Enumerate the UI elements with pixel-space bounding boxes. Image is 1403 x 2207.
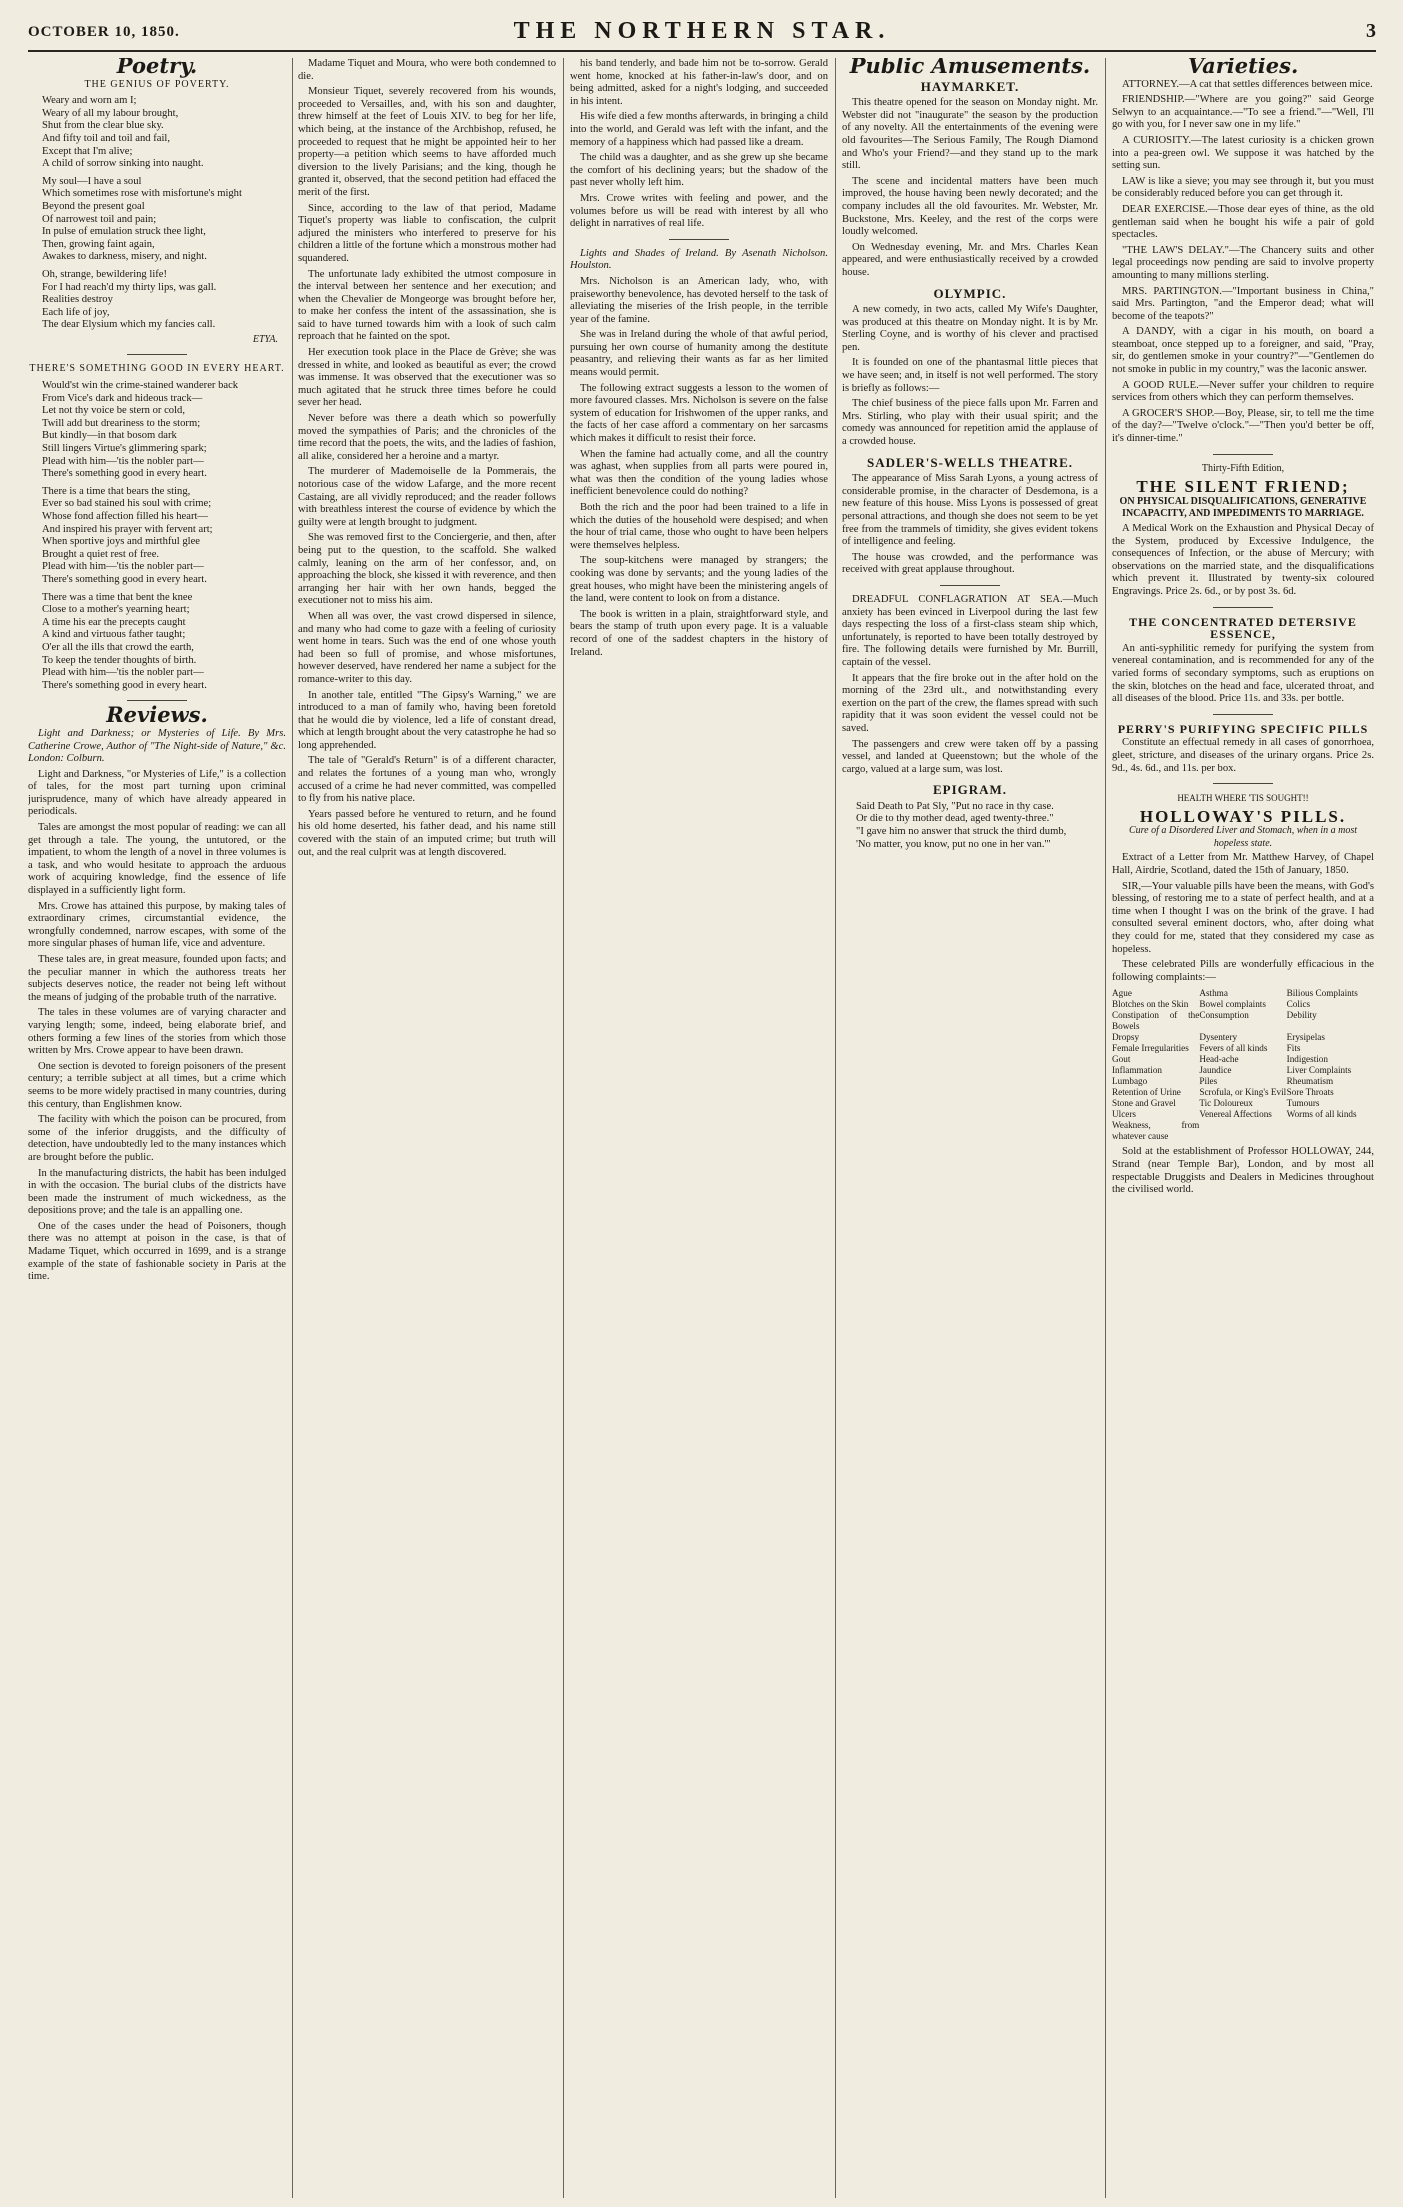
disease-item: Stone and Gravel (1112, 1098, 1176, 1109)
masthead (28, 10, 1376, 50)
verse-line: Plead with him—'tis the nobler part— (42, 667, 204, 679)
disease-item: Constipation of the Bowels (1112, 1010, 1200, 1032)
paragraph: The tales in these volumes are of varying character and varying length; some, indeed, being elaborate brief, and others forming a few lines of the stories from which those written by Mrs. Crowe appear to have been drawn. (28, 1007, 286, 1057)
ad-headline: HOLLOWAY'S PILLS. (1139, 806, 1347, 826)
disease-item: Tumours (1286, 1098, 1320, 1109)
paragraph: Both the rich and the poor had been trained to a life in which the duties of the household were despised; and when the hour of trial came, those who ought to have been helpers were themselves helpless. (570, 502, 828, 551)
paragraph: She was removed first to the Conciergerie, and then, after being put to the question, to the scaffold. She walked calmly, leaning on the arm of her confessor, and, on approaching the block, she kissed it with reverence, and then arranging her hair with her own hands, begged the executioner not to miss his aim. (298, 532, 556, 607)
verse-line: Of narrowest toil and pain; (42, 213, 157, 225)
paragraph: The chief business of the piece falls upon Mr. Farren and Mrs. Stirling, who play with their usual spirit; and the comedy was announced for repetition amid the applause of a crowded house. (842, 398, 1098, 448)
paragraph: The soup-kitchens were managed by strangers; the cooking was done by servants; and the young ladies of the great houses, who might have been the ministering angels of the land, were content to look on from a distance. (570, 555, 828, 605)
verse-line: Each life of joy, (42, 306, 110, 318)
disease-item: Worms of all kinds (1286, 1109, 1357, 1120)
paragraph: Mrs. Crowe has attained this purpose, by making tales of extraordinary crimes, circumstantial evidence, the wrongfully condemned, narrow escapes, with some of the more singular phases of human life, vice and adventure. (28, 900, 286, 950)
verse-line: Brought a quiet rest of free. (42, 548, 160, 560)
verse-line: Close to a mother's yearning heart; (42, 604, 190, 616)
disease-item: Gout (1112, 1054, 1131, 1065)
disease-item: Asthma (1199, 988, 1228, 999)
section-heading-varieties: Varieties. (1187, 58, 1299, 78)
verse-line: Oh, strange, bewildering life! (42, 268, 168, 280)
variety-item: A GROCER'S SHOP.—Boy, Please, sir, to tell me the time of the day?—"Twelve o'clock."—"Then you'd better be off, it's dinner-time." (1112, 407, 1374, 445)
disease-item: Liver Complaints (1286, 1065, 1352, 1076)
variety-item: A DANDY, with a cigar in his mouth, on board a steamboat, once stepped up to a foreigner, and said, "Pray, sir, do gentlemen smoke in your country?"—"Gentlemen do not smoke in public in my country," was the laconic answer. (1112, 326, 1374, 376)
paragraph: The murderer of Mademoiselle de la Pommerais, the notorious case of the widow Lafarge, and the more recent Castaing, are all vividly reproduced; and the reader follows with breathless interest the course of evidence by which the guilty were at length brought to judgment. (298, 466, 556, 528)
variety-item: A GOOD RULE.—Never suffer your children to require services from others which they can perform themselves. (1112, 379, 1374, 404)
verse-line: O'er all the ills that crowd the earth, (42, 641, 194, 653)
paragraph: In the manufacturing districts, the habit has been indulged in with the occasion. The burial clubs of the districts have been made the instrument of much wickedness, as the depositions prove; and the tale is an appalling one. (28, 1167, 286, 1217)
verse-line: When sportive joys and mirthful glee (42, 536, 200, 548)
disease-item: Inflammation (1112, 1065, 1163, 1076)
theatre-heading: OLYMPIC. (933, 285, 1007, 301)
paragraph: Madame Tiquet and Moura, who were both condemned to die. (298, 58, 556, 82)
disease-item: Dysentery (1199, 1032, 1238, 1043)
paragraph: The appearance of Miss Sarah Lyons, a young actress of considerable promise, in the character of Desdemona, is a new feature of this house. Miss Lyons is possessed of great personal attractions, and though she does not seem to be yet free from the trammels of timidity, she gives evident tokens of intelligence and feeling. (842, 473, 1098, 548)
paragraph: The passengers and crew were taken off by a passing vessel, and landed at Queenstown; but the whole of the cargo, valued at a large sum, was lost. (842, 738, 1098, 775)
paragraph: She was in Ireland during the whole of that awful period, pursuing her own course of humanity among the destitute peasantry, and relieving their wants as far as her limited means would permit. (570, 329, 828, 379)
verse-line: And inspired his prayer with fervent art; (42, 523, 213, 535)
disease-item: Jaundice (1199, 1065, 1232, 1076)
paragraph: Years passed before he ventured to return, and he found his old home deserted, his father dead, and his name still covered with the stain of an imputed crime; but truth will out, and the real culprit was at length discovered. (298, 808, 556, 858)
verse-line: And fifty toil and toil and fail, (42, 132, 170, 144)
paragraph: The following extract suggests a lesson to the women of more favoured classes. Mrs. Nicholson is severe on the false system of education for Irishwomen of the upper ranks, and the facts of her case afford a commentary on her sarcasms which makes it difficult to resist their force. (570, 382, 828, 445)
paragraph: Her execution took place in the Place de Grève; she was dressed in white, and looked as beautiful as ever; the crowd was immense. It was observed that the executioner was so much agitated that he struck three times before he could sever her head. (298, 347, 556, 409)
ad-body: Extract of a Letter from Mr. Matthew Harvey, of Chapel Hall, Airdrie, Scotland, dated the 15th of January, 1850. (1112, 852, 1374, 877)
column-1 (28, 58, 286, 2198)
variety-item: LAW is like a sieve; you may see through it, but you must be considerably reduced before you can get through it. (1112, 175, 1374, 200)
verse-line: Plead with him—'tis the nobler part— (42, 455, 204, 467)
verse-line: Weary of all my labour brought, (42, 107, 179, 119)
verse-line: A child of sorrow sinking into naught. (42, 158, 204, 170)
verse-line: Would'st win the crime-stained wanderer back (42, 380, 239, 392)
divider (127, 700, 187, 701)
page-number: 3 (1366, 20, 1376, 42)
paragraph: Since, according to the law of that period, Madame Tiquet's property was liable to confiscation, the culprit adjured the ministers who interfered to preserve for his children a little of the fortune which a monstrous mother had squandered. (298, 202, 556, 264)
paragraph: Tales are amongst the most popular of reading: we can all get through a tale. The young, the untutored, or the impatient, to whom the length of a novel in three volumes is a task, and who would hesitate to approach the arduous work of acquiring knowledge, find the essence of life displayed in a sufficiently light form. (28, 822, 286, 897)
divider (669, 239, 729, 240)
paragraph: The child was a daughter, and as she grew up she became the comfort of his declining years; but the shadow of the past never wholly left him. (570, 152, 828, 189)
ad-subheading: ON PHYSICAL DISQUALIFICATIONS, GENERATIVE INCAPACITY, AND IMPEDIMENTS TO MARRIAGE. (1119, 495, 1367, 520)
ad-kicker: HEALTH WHERE 'TIS SOUGHT!! (1177, 793, 1309, 804)
variety-item: MRS. PARTINGTON.—"Important business in China," said Mrs. Partington, "and the Emperor dead; what will become of the teapots?" (1112, 285, 1374, 322)
ad-headline: THE CONCENTRATED DETERSIVE ESSENCE, (1129, 614, 1357, 642)
paragraph: his band tenderly, and bade him not be to-sorrow. Gerald went home, knocked at his father-in-law's door, and on being admitted, asked for a night's lodging, and succeeded in his intent. (570, 58, 828, 107)
paragraph: One section is devoted to foreign poisoners of the present century; a terrible subject at all times, but a crime which seems to be more widely practised in many countries, during this century, than Englishmen know. (28, 1060, 286, 1110)
section-heading-poetry: Poetry. (116, 58, 198, 78)
variety-item: A CURIOSITY.—The latest curiosity is a chicken grown into a pea-green owl. We suppose it was hatched by the setting sun. (1112, 134, 1374, 172)
theatre-heading: SADLER'S-WELLS THEATRE. (866, 454, 1074, 470)
epigram (842, 801, 1098, 851)
disease-item: Sore Throats (1286, 1087, 1334, 1098)
epigram-heading: EPIGRAM. (932, 782, 1008, 798)
paragraph: DREADFUL CONFLAGRATION AT SEA.—Much anxiety has been evinced in Liverpool during the last few days respecting the loss of a first-class steam ship which, unfortunately, is reported to have been totally destroyed by fire. The following details were furnished by Mr. Burrill, captain of the vessel. (842, 593, 1098, 668)
divider (940, 585, 1000, 586)
disease-item: Bowel complaints (1199, 999, 1266, 1010)
paragraph: The facility with which the poison can be procured, from some of the inferior druggists, and the difficulty of detection, have undoubtedly led to the many instances which are brought before the public. (28, 1114, 286, 1163)
ad-body: These celebrated Pills are wonderfully efficacious in the following complaints:— (1112, 959, 1374, 983)
section-heading-reviews: Reviews. (106, 702, 208, 728)
column-rule (835, 58, 836, 2198)
verse-line: To keep the tender thoughts of birth. (42, 654, 197, 666)
paragraph: Monsieur Tiquet, severely recovered from his wounds, proceeded to Versailles, and, with his son and daughter, threw himself at the feet of Louis XIV. to beg for her life, which being, at the instance of the Archbishop, refused, he proceeded to request that he might be appointed heir to her property—a petition which seems to have afforded much diversion to the lively Parisians; and the king, though he granted it, observed, that the second petition had effaced the merit of the first. (298, 86, 556, 198)
disease-item: Dropsy (1112, 1032, 1140, 1043)
verse-line: A time his ear the precepts caught (42, 616, 186, 628)
verse-line: There's something good in every heart. (42, 468, 207, 480)
review-heading: Light and Darkness; or Mysteries of Life. By Mrs. Catherine Crowe, Author of "The Night-side of Nature," &c. London: Colburn. (28, 727, 286, 765)
ad-headline: THE SILENT FRIEND; (1136, 477, 1350, 497)
disease-item: Scrofula, or King's Evil (1199, 1087, 1287, 1098)
masthead-rule (28, 50, 1376, 52)
disease-list (1112, 988, 1374, 1142)
ad-subheading: Cure of a Disordered Liver and Stomach, when in a most hopeless state. (1128, 825, 1358, 849)
poem-stanza (28, 95, 286, 171)
variety-item: "THE LAW'S DELAY."—The Chancery suits and other legal proceedings now pending are said to involve property amounting to many millions sterling. (1112, 244, 1374, 281)
verse-line: But kindly—in that bosom dark (42, 430, 177, 442)
poem-stanza (28, 380, 286, 481)
paragraph: His wife died a few months afterwards, in bringing a child into the world, and Gerald was left with the infant, and the memory of a happiness which had passed like a dream. (570, 111, 828, 148)
ad-footer: Sold at the establishment of Professor HOLLOWAY, 244, Strand (near Temple Bar), London, and by most all respectable Druggists and Dealers in Medicines throughout the civilised world. (1112, 1146, 1374, 1196)
disease-item: Blotches on the Skin (1112, 999, 1189, 1010)
verse-line: A kind and virtuous father taught; (42, 629, 186, 641)
ad-body: A Medical Work on the Exhaustion and Physical Decay of the System, produced by Excessive Indulgence, the consequences of Infection, or the abuse of Mercury; with observations on the married state, and the disqualifications which prevent it. Illustrated by twenty-six coloured Engravings. Price 2s. 6d., or by post 3s. 6d. (1112, 523, 1374, 597)
variety-item: ATTORNEY.—A cat that settles differences between mice. (1122, 78, 1373, 90)
disease-item: Lumbago (1112, 1076, 1148, 1087)
verse-line: Twill add but dreariness to the storm; (42, 417, 201, 429)
column-5 (1112, 58, 1374, 2198)
variety-item: DEAR EXERCISE.—Those dear eyes of thine, as the old gentleman said when he bought his wife a pair of gold spectacles. (1112, 203, 1374, 241)
paragraph: The book is written in a plain, straightforward style, and bears the stamp of truth upon every page. It is a valuable record of one of the saddest chapters in the history of Ireland. (570, 608, 828, 658)
verse-line: Let not thy voice be stern or cold, (42, 405, 185, 417)
disease-item: Fevers of all kinds (1199, 1043, 1268, 1054)
newspaper-title: THE NORTHERN STAR. (513, 18, 891, 44)
verse-line: Ever so bad stained his soul with crime; (42, 498, 212, 510)
ad-body: SIR,—Your valuable pills have been the means, with God's blessing, of restoring me to a state of perfect health, and at a time when I thought I was on the brink of the grave. I had consulted several eminent doctors, who, after doing what they could for me, stated that they considered my case as hopeless. (1112, 880, 1374, 955)
ad-body: Constitute an effectual remedy in all cases of gonorrhoea, gleet, stricture, and diseases of the urinary organs. Price 2s. 9d., 4s. 6d., and 11s. per box. (1112, 737, 1374, 774)
disease-item: Rheumatism (1286, 1076, 1334, 1087)
column-2 (298, 58, 556, 2198)
paragraph: It is founded on one of the phantasmal little pieces that we have seen; and, in itself is not well performed. The story is briefly as follows:— (842, 357, 1098, 394)
column-rule (563, 58, 564, 2198)
disease-item: Debility (1286, 1010, 1317, 1021)
verse-line: There was a time that bent the knee (42, 591, 193, 603)
disease-item: Piles (1199, 1076, 1218, 1087)
paragraph: One of the cases under the head of Poisoners, though there was no attempt at poison in the case, is that of Madame Tiquet, which occurred in 1699, and is a strange example of the state of fashionable society in Paris at the time. (28, 1220, 286, 1283)
paragraph: This theatre opened for the season on Monday night. Mr. Webster did not "inaugurate" the season by the production of any novelty. All the entertainments of the evening were old favourites—The Serious Family, The Rough Diamond and Who's your Friend?—and they stand up to the mark still. (842, 97, 1098, 172)
verse-line: The dear Elysium which my fancies call. (42, 319, 216, 331)
disease-item: Erysipelas (1286, 1032, 1325, 1043)
column-rule (1105, 58, 1106, 2198)
paragraph: The house was crowded, and the performance was received with great applause throughout. (842, 551, 1098, 576)
verse-line: Still lingers Virtue's glimmering spark; (42, 443, 207, 455)
section-heading-public-amusements: Public Amusements. (849, 58, 1091, 78)
disease-item: Colics (1286, 999, 1311, 1010)
disease-item: Indigestion (1286, 1054, 1328, 1065)
divider (1213, 714, 1273, 715)
verse-line: Weary and worn am I; (42, 95, 137, 107)
disease-item: Ague (1112, 988, 1132, 999)
disease-item: Retention of Urine (1112, 1087, 1181, 1098)
variety-item: FRIENDSHIP.—"Where are you going?" said George Selwyn to an acquaintance.—"To see a friend."—"Well, I'll go with you, for I never saw one in my life." (1112, 94, 1374, 131)
verse-line: Awakes to darkness, misery, and night. (42, 251, 207, 263)
ad-edition: Thirty-Fifth Edition, (1201, 462, 1285, 474)
paragraph: In another tale, entitled "The Gipsy's Warning," we are introduced to a man of family who, having been foretold that he would die by violence, led a life of constant dread, which at length brought about the very catastrophe he had so long apprehended. (298, 689, 556, 751)
paragraph: The tale of "Gerald's Return" is of a different character, and relates the fortunes of a young man who, wrongly accused of a crime he had never committed, was compelled to fly from his native place. (298, 755, 556, 805)
verse-line: There's something good in every heart. (42, 573, 207, 585)
verse-line: "I gave him no answer that struck the third dumb, (856, 826, 1067, 838)
paragraph: When all was over, the vast crowd dispersed in silence, and many who had come to gaze with a feeling of curiosity went home in tears. Such was the end of one whose youth had been so full of promise, and whose misfortunes, however deserved, have rendered her name a subject for the romance-writer to this day. (298, 610, 556, 685)
verse-line: Plead with him—'tis the nobler part— (42, 561, 204, 573)
paragraph: The unfortunate lady exhibited the utmost composure in the interval between her sentence and her execution; and when the Chevalier de Mongeorge was brought before her, to make her confess the intent of the assassination, she is said to have turned towards him with a look of such calm reproach that he fainted on the spot. (298, 268, 556, 343)
disease-item: Female Irregularities (1112, 1043, 1189, 1054)
disease-item: Tic Doloureux (1199, 1098, 1253, 1109)
verse-line: Except that I'm alive; (42, 145, 133, 157)
verse-line: Then, growing faint again, (42, 238, 155, 250)
verse-line: Which sometimes rose with misfortune's might (42, 188, 242, 200)
paragraph: When the famine had actually come, and all the country was aghast, when supplies from all parts were poured in, what was then the condition of the young ladies whose inefficient benevolence could do nothing? (570, 448, 828, 498)
verse-line: Shut from the clear blue sky. (42, 120, 164, 132)
paragraph: On Wednesday evening, Mr. and Mrs. Charles Kean appeared, and were enthusiastically received by a crowded house. (842, 241, 1098, 278)
disease-item: Fits (1286, 1043, 1301, 1054)
verse-line: Realities destroy (42, 294, 113, 306)
verse-line: Whose fond affection filled his heart— (42, 511, 209, 522)
verse-line: From Vice's dark and hideous track— (42, 392, 203, 404)
divider (127, 354, 187, 355)
disease-item: Bilious Complaints (1286, 988, 1358, 999)
theatre-heading: HAYMARKET. (920, 78, 1020, 94)
poem-stanza (28, 176, 286, 264)
paragraph: Never before was there a death which so powerfully moved the sympathies of Paris; and the chronicles of the time record that the poets, the wits, and the ladies of fashion, all alike, considered her a heroine and a martyr. (298, 413, 556, 462)
divider (1213, 783, 1273, 784)
poem-attribution: ETYA. (252, 333, 278, 345)
poem-title: THE GENIUS OF POVERTY. (84, 78, 230, 90)
verse-line: In pulse of emulation struck thee light, (42, 226, 206, 238)
review-heading: Lights and Shades of Ireland. By Asenath Nicholson. Houlston. (570, 247, 828, 272)
verse-line: 'No matter, you know, put no one in her van.'" (856, 838, 1051, 850)
verse-line: There's something good in every heart. (42, 679, 207, 691)
column-4 (842, 58, 1098, 2198)
paragraph: Light and Darkness, "or Mysteries of Life," is a collection of tales, for the most part turning upon criminal jurisprudence, many of which have already appeared in periodicals. (28, 768, 286, 818)
paragraph: Mrs. Crowe writes with feeling and power, and the volumes before us will be read with interest by all who delight in narratives of real life. (570, 192, 828, 230)
verse-line: Beyond the present goal (42, 200, 145, 212)
poem-stanza (28, 486, 286, 587)
paragraph: Mrs. Nicholson is an American lady, who, with praiseworthy benevolence, has devoted herself to the task of alleviating the miseries of the Irish people, in the terrible year of the famine. (570, 275, 828, 325)
poem-title: THERE'S SOMETHING GOOD IN EVERY HEART. (29, 363, 285, 375)
paragraph: A new comedy, in two acts, called My Wife's Daughter, was produced at this theatre on Monday night. It is by Mr. Sterling Coyne, and is worthy of his clever and practised pen. (842, 304, 1098, 353)
verse-line: Or die to thy mother dead, aged twenty-three." (856, 813, 1054, 825)
column-rule (292, 58, 293, 2198)
divider (1213, 454, 1273, 455)
paragraph: It appears that the fire broke out in the after hold on the morning of the 23rd ult., and notwithstanding every exertion on the part of the crew, the flames spread with such rapidity that it was soon evident the vessel could not be saved. (842, 672, 1098, 734)
verse-line: For I had reach'd my thirty lips, was gall. (42, 281, 217, 293)
divider (1213, 607, 1273, 608)
verse-line: My soul—I have a soul (42, 175, 142, 187)
disease-item: Venereal Affections (1199, 1109, 1272, 1120)
disease-item: Weakness, from whatever cause (1112, 1120, 1200, 1142)
poem-stanza (28, 592, 286, 693)
disease-item: Ulcers (1112, 1109, 1136, 1120)
verse-line: Said Death to Pat Sly, "Put no race in thy case. (856, 800, 1054, 812)
column-3 (570, 58, 828, 2198)
ad-body: An anti-syphilitic remedy for purifying the system from venereal contamination, and is recommended for any of the varied forms of secondary symptoms, such as eruptions on the skin, blotches on the head and face, ulcerated throat, and all diseases of the blood. Price 11s. and 33s. per bottle. (1112, 642, 1374, 705)
disease-item: Consumption (1199, 1010, 1249, 1021)
verse-line: There is a time that bears the sting, (42, 485, 191, 497)
disease-item: Head-ache (1199, 1054, 1239, 1065)
ad-headline: PERRY'S PURIFYING SPECIFIC PILLS (1117, 721, 1369, 736)
paragraph: These tales are, in great measure, founded upon facts; and the peculiar manner in which the authoress treats her subjects deserves notice, the reader not being left without the means of judging of the probable truth of the narrative. (28, 954, 286, 1003)
paragraph: The scene and incidental matters have been much improved, the house having been newly decorated; and the company includes all the old favourites. Mr. Webster, Mr. Buckstone, Mrs. Keeley, and the rest of the corps were loudly welcomed. (842, 175, 1098, 238)
issue-date: OCTOBER 10, 1850. (28, 24, 180, 40)
poem-stanza (28, 269, 286, 332)
